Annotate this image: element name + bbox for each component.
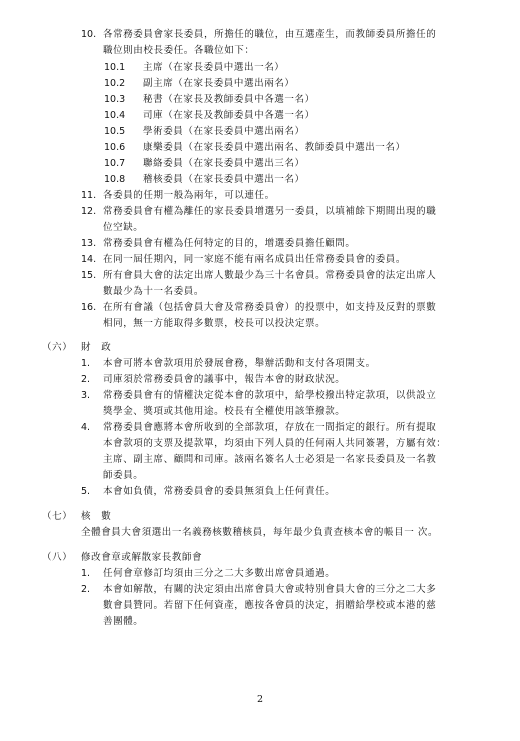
subitem-text: 秘書（在家長及教師委員中各選一名） — [143, 94, 315, 105]
item-text-line: 在所有會議（包括會員大會及常務委員會）的投票中，如支持及反對的票數 — [103, 302, 437, 313]
item-text-line: 常務委員會有的情權決定從本會的款項中，給學校撥出特定款項，以供設立 — [103, 390, 437, 401]
item-text-line: 獎學金、獎項或其他用途。校長有全權使用該筆撥款。 — [103, 406, 346, 417]
subitem-number: 10.8 — [104, 174, 126, 185]
item-number: 11. — [81, 190, 97, 201]
subitem-text: 康樂委員（在家長委員中選出兩名、教師委員中選出一名） — [143, 142, 406, 153]
subitem-number: 10.2 — [104, 78, 126, 89]
item-text-line: 本會款項的支票及提款單，均須由下列人員的任何兩人共同簽署，方屬有效： — [103, 438, 447, 449]
item-number: 12. — [81, 206, 97, 217]
item-text-line: 本會如解散，有關的決定須由出席會員大會或特別會員大會的三分之二大多 — [103, 584, 437, 595]
item-text-line: 位空缺。 — [103, 222, 144, 233]
item-text-line: 各委員的任期一般為兩年，可以連任。 — [103, 190, 275, 201]
item-number: 1. — [81, 358, 91, 369]
subitem-number: 10.6 — [104, 142, 126, 153]
section-label: （六） — [42, 342, 73, 353]
item-text-line: 數會員贊同。若留下任何資產，應按各會員的決定，捐贈給學校或本港的慈 — [103, 600, 437, 611]
page-number: 2 — [257, 694, 264, 705]
subitem-text: 主席（在家長委員中選出一名） — [143, 62, 285, 73]
item-number: 2. — [81, 584, 91, 595]
subitem-text: 副主席（在家長委員中選出兩名） — [143, 78, 295, 89]
subitem-number: 10.1 — [104, 62, 126, 73]
section-title: 修改會章或解散家長教師會 — [81, 552, 203, 563]
item-number: 15. — [81, 270, 97, 281]
item-text-line: 善團體。 — [103, 616, 144, 627]
item-text-line: 任何會章修訂均須由三分之二大多數出席會員通過。 — [103, 568, 336, 579]
section-title: 財 政 — [81, 342, 112, 353]
item-text-line: 職位則由校長委任。各職位如下： — [103, 45, 255, 56]
subitem-text: 稽核委員（在家長委員中選出一名） — [143, 174, 305, 185]
item-number: 10. — [81, 29, 97, 40]
item-number: 16. — [81, 302, 97, 313]
subitem-text: 聯絡委員（在家長委員中選出三名） — [143, 158, 305, 169]
item-number: 4. — [81, 422, 91, 433]
item-text-line: 本會如負債，常務委員會的委員無須負上任何責任。 — [103, 486, 336, 497]
item-text-line: 常務委員會應將本會所收到的全部款項，存放在一間指定的銀行。所有提取 — [103, 422, 437, 433]
section-text: 全體會員大會須選出一名義務核數稽核員，每年最少負責查核本會的帳目一 次。 — [81, 527, 439, 538]
item-number: 2. — [81, 374, 91, 385]
item-text-line: 主席、副主席、顧問和司庫。該兩名簽名人士必須是一名家長委員及一名教 — [103, 454, 437, 465]
subitem-number: 10.3 — [104, 94, 126, 105]
subitem-number: 10.4 — [104, 110, 126, 121]
item-text-line: 在同一屆任期內，同一家庭不能有兩名成員出任常務委員會的委員。 — [103, 254, 407, 265]
item-number: 5. — [81, 486, 91, 497]
section-title: 核 數 — [81, 511, 112, 522]
item-text-line: 各常務委員會家長委員，所擔任的職位，由互選產生，而教師委員所擔任的 — [103, 29, 437, 40]
item-number: 1. — [81, 568, 91, 579]
item-number: 3. — [81, 390, 91, 401]
section-label: （八） — [42, 552, 73, 563]
subitem-number: 10.5 — [104, 126, 126, 137]
item-text-line: 常務委員會有權為離任的家長委員增選另一委員，以填補餘下期間出現的職 — [103, 206, 437, 217]
section-label: （七） — [42, 511, 73, 522]
item-text-line: 常務委員會有權為任何特定的目的，增選委員擔任顧問。 — [103, 238, 356, 249]
item-text-line: 所有會員大會的法定出席人數最少為三十名會員。常務委員會的法定出席人 — [103, 270, 437, 281]
subitem-text: 司庫（在家長及教師委員中各選一名） — [143, 110, 315, 121]
item-text-line: 本會可將本會款項用於發展會務，舉辦活動和支付各項開支。 — [103, 358, 376, 369]
item-text-line: 數最少為十一名委員。 — [103, 286, 205, 297]
item-text-line: 相同，無一方能取得多數票，校長可以投決定票。 — [103, 318, 326, 329]
item-number: 14. — [81, 254, 97, 265]
item-text-line: 師委員。 — [103, 470, 144, 481]
subitem-text: 學術委員（在家長委員中選出兩名） — [143, 126, 305, 137]
item-number: 13. — [81, 238, 97, 249]
subitem-number: 10.7 — [104, 158, 126, 169]
item-text-line: 司庫須於常務委員會的議事中，報告本會的財政狀況。 — [103, 374, 346, 385]
